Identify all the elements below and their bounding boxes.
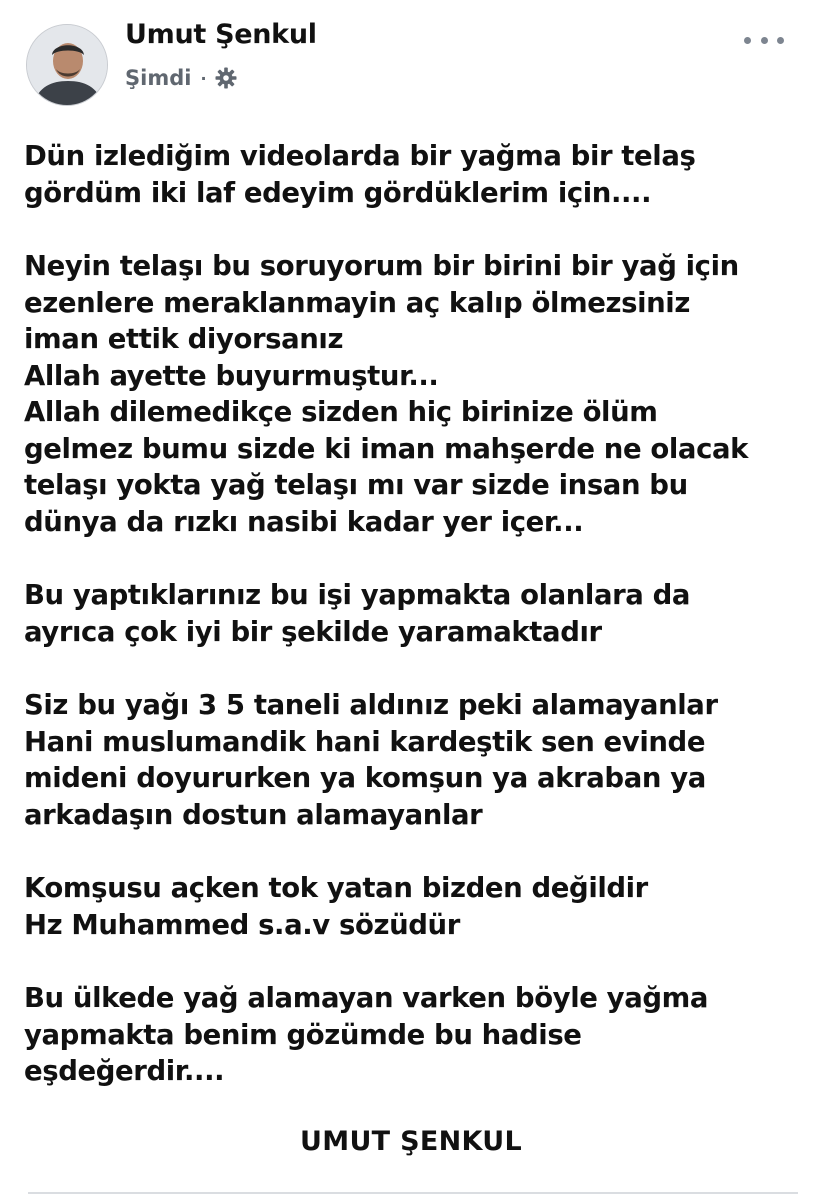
post-line: Dün izlediğim videolarda bir yağma bir telaş bbox=[24, 140, 696, 172]
post-line: Komşusu açken tok yatan bizden değildir bbox=[24, 872, 648, 904]
post-paragraph bbox=[24, 138, 804, 211]
post-paragraph bbox=[24, 577, 804, 650]
post-line: Allah dilemedikçe sizden hiç birinize ölüm bbox=[24, 396, 658, 428]
post-line: Bu yaptıklarınız bu işi yapmakta olanlara da bbox=[24, 579, 691, 611]
post-line: gördüm iki laf edeyim gördüklerim için.... bbox=[24, 176, 652, 209]
audience-button[interactable] bbox=[214, 66, 238, 90]
post-line: Siz bu yağı 3 5 taneli aldınız peki alamayanlar bbox=[24, 689, 718, 721]
post-line: telaşı yokta yağ telaşı mı var sizde insan bu bbox=[24, 469, 688, 501]
more-options-icon[interactable] bbox=[744, 30, 784, 50]
post-paragraph bbox=[24, 870, 804, 943]
post-line: Neyin telaşı bu soruyorum bir birini bir yağ için bbox=[24, 250, 739, 282]
post-line: Hani muslumandik hani kardeştik sen evinde bbox=[24, 725, 706, 758]
post-line: dünya da rızkı nasibi kadar yer içer... bbox=[24, 505, 584, 538]
post-line: ayrıca çok iyi bir şekilde yaramaktadır bbox=[24, 615, 602, 648]
post-line: eşdeğerdir.... bbox=[24, 1055, 225, 1087]
more-dot bbox=[761, 37, 768, 44]
post-line: yapmakta benim gözümde bu hadise bbox=[24, 1018, 582, 1051]
post-line: arkadaşın dostun alamayanlar bbox=[24, 798, 483, 831]
post-paragraph bbox=[24, 687, 804, 833]
avatar-photo bbox=[27, 25, 108, 106]
post-header bbox=[0, 0, 822, 110]
post-signature: UMUT ŞENKUL bbox=[300, 1126, 522, 1157]
meta-separator: · bbox=[200, 68, 207, 88]
post-timestamp[interactable]: Şimdi bbox=[125, 66, 192, 90]
post-paragraph bbox=[24, 980, 804, 1090]
post-line: gelmez bumu sizde ki iman mahşerde ne olacak bbox=[24, 432, 749, 465]
post-line: mideni doyururken ya komşun ya akraban ya bbox=[24, 762, 706, 794]
post-meta bbox=[125, 63, 238, 93]
avatar[interactable] bbox=[26, 24, 108, 106]
more-dot bbox=[777, 37, 784, 44]
divider bbox=[28, 1192, 798, 1194]
post-line: Allah ayette buyurmuştur... bbox=[24, 359, 439, 392]
author-name[interactable]: Umut Şenkul bbox=[125, 19, 317, 50]
post-line: ezenlere meraklanmayin aç kalıp ölmezsiniz bbox=[24, 286, 690, 319]
post-line: Bu ülkede yağ alamayan varken böyle yağma bbox=[24, 982, 709, 1014]
post-body bbox=[24, 138, 804, 1127]
more-dot bbox=[744, 37, 751, 44]
post-paragraph bbox=[24, 248, 804, 540]
gear-icon bbox=[214, 66, 238, 90]
post-line: Hz Muhammed s.a.v sözüdür bbox=[24, 908, 460, 941]
post-line: iman ettik diyorsanız bbox=[24, 323, 344, 355]
